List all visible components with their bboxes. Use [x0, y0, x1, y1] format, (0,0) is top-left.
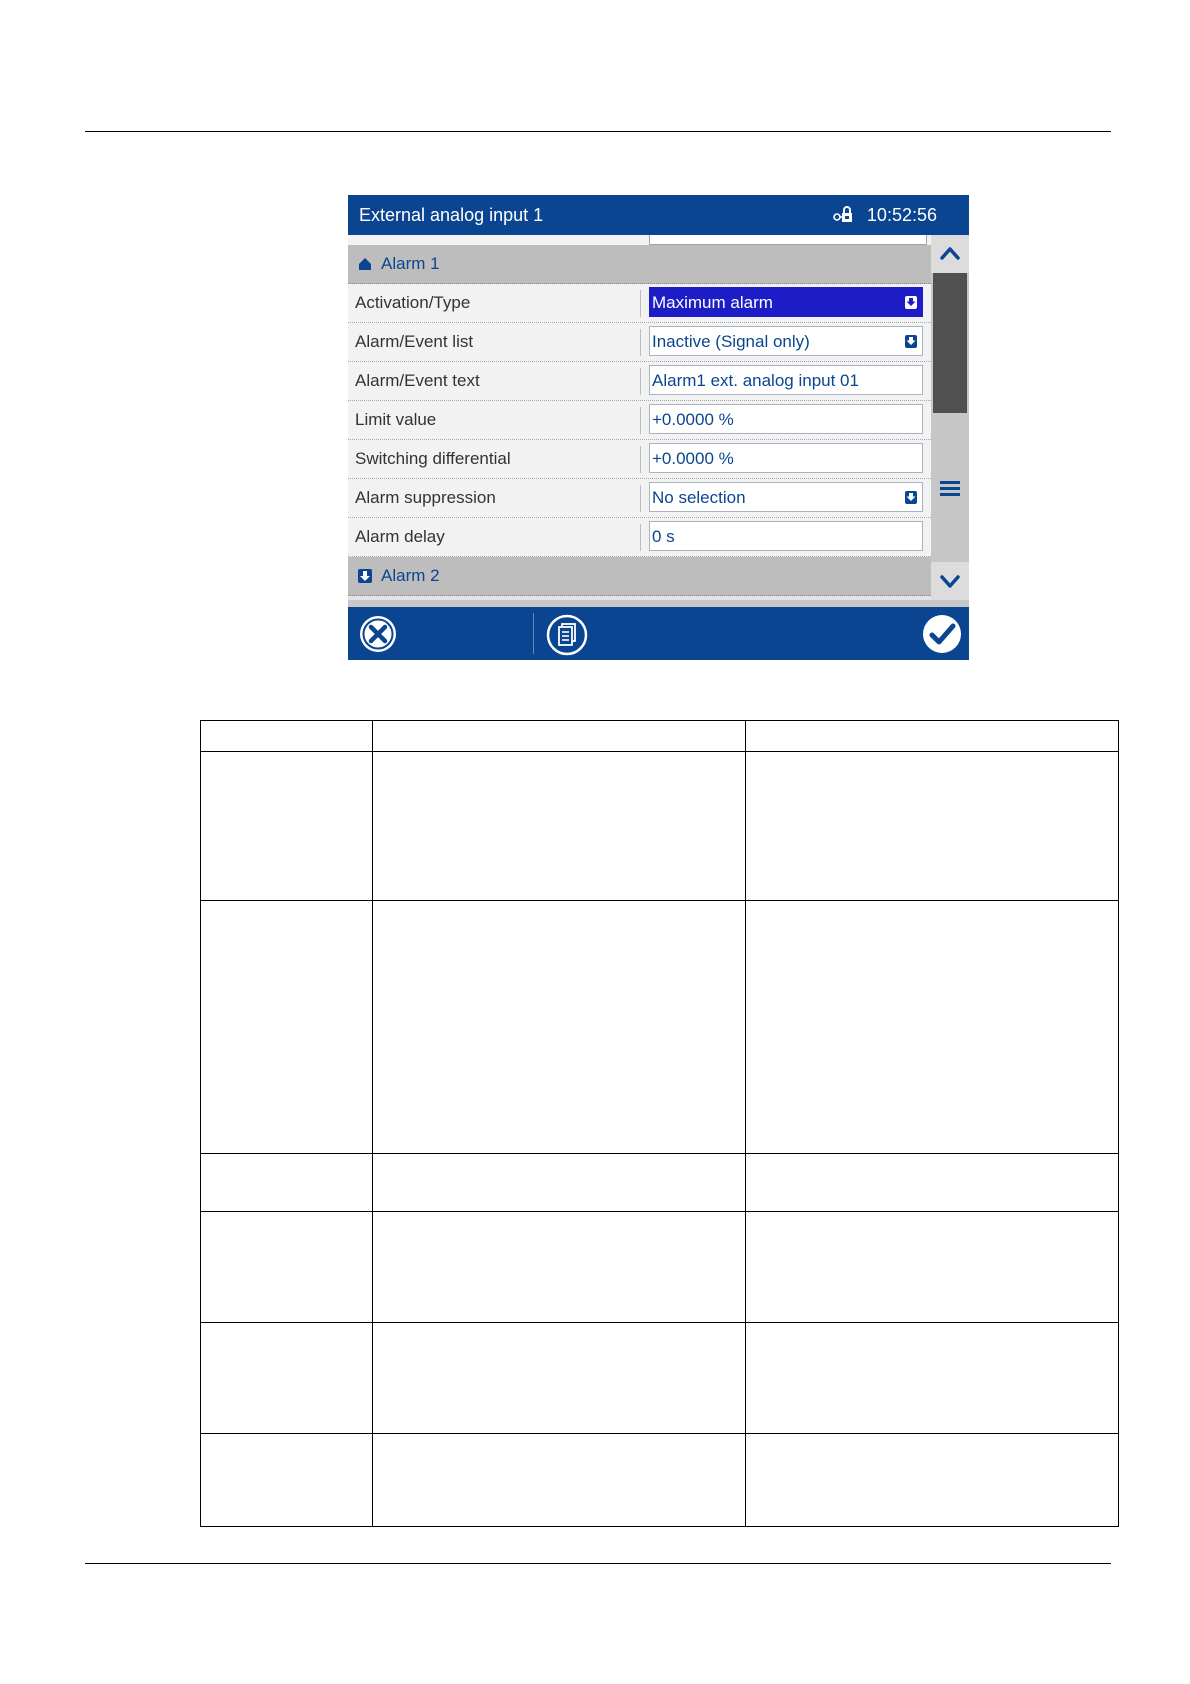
table-cell — [746, 1153, 1119, 1212]
table-cell — [201, 1433, 373, 1526]
table-row — [201, 1323, 1119, 1434]
table-cell — [746, 901, 1119, 1154]
row-limit-value — [348, 401, 931, 440]
table-cell — [373, 1323, 746, 1434]
table-cell — [373, 901, 746, 1154]
activation-type-dropdown[interactable] — [649, 287, 923, 317]
table-cell — [201, 1323, 373, 1434]
table-row — [201, 721, 1119, 752]
table-row — [201, 752, 1119, 901]
footer-rule — [85, 1563, 1111, 1564]
cancel-x-icon[interactable] — [358, 614, 398, 654]
table-row — [201, 901, 1119, 1154]
field-value: Maximum alarm — [652, 293, 773, 312]
table-cell — [746, 1212, 1119, 1323]
scroll-down-button[interactable] — [931, 562, 969, 600]
section-label: Alarm 1 — [381, 254, 440, 273]
dropdown-arrow-icon — [905, 491, 917, 504]
scroll-up-button[interactable] — [931, 235, 969, 273]
field-value: +0.0000 % — [652, 449, 734, 468]
section-label: Alarm 2 — [381, 566, 440, 585]
alarm-event-list-dropdown[interactable] — [649, 326, 923, 356]
row-alarm-suppression — [348, 479, 931, 518]
document-list-icon[interactable] — [546, 614, 588, 656]
parameter-list — [348, 235, 931, 600]
table-cell — [373, 1433, 746, 1526]
alarm-suppression-dropdown[interactable] — [649, 482, 923, 512]
field-value: Inactive (Signal only) — [652, 332, 810, 351]
table-cell — [201, 1153, 373, 1212]
field-value: +0.0000 % — [652, 410, 734, 429]
chevron-up-icon — [931, 235, 969, 273]
table-cell — [373, 752, 746, 901]
table-cell — [746, 752, 1119, 901]
bottom-toolbar — [348, 607, 969, 660]
dropdown-arrow-icon — [905, 335, 917, 348]
window-title: External analog input 1 — [359, 205, 544, 225]
switching-differential-field[interactable] — [649, 443, 923, 473]
row-switching-differential — [348, 440, 931, 479]
row-label: Switching differential — [355, 449, 511, 468]
field-value: 0 s — [652, 527, 675, 546]
table-cell — [746, 721, 1119, 752]
table-cell — [201, 721, 373, 752]
expand-arrow-icon — [358, 569, 372, 583]
clock: 10:52:56 — [866, 205, 937, 225]
scrollbar[interactable] — [931, 235, 969, 600]
table-cell — [201, 1212, 373, 1323]
chevron-down-icon — [931, 562, 969, 600]
field-value: Alarm1 ext. analog input 01 — [652, 371, 859, 390]
table-cell — [201, 901, 373, 1154]
partial-row — [348, 235, 931, 245]
checkmark-icon[interactable] — [922, 614, 962, 654]
limit-value-field[interactable] — [649, 404, 923, 434]
row-label: Alarm suppression — [355, 488, 496, 507]
dropdown-arrow-icon — [905, 296, 917, 309]
field-value: No selection — [652, 488, 746, 507]
table-row — [201, 1212, 1119, 1323]
table-cell — [746, 1323, 1119, 1434]
table-cell — [373, 1212, 746, 1323]
row-alarm-event-text — [348, 362, 931, 401]
table-row — [201, 1153, 1119, 1212]
row-label: Activation/Type — [355, 293, 471, 312]
table-cell — [746, 1433, 1119, 1526]
device-screen — [348, 195, 969, 660]
row-activation-type — [348, 284, 931, 323]
table-cell — [373, 721, 746, 752]
title-bar — [348, 195, 969, 235]
table-cell — [201, 752, 373, 901]
row-label: Alarm/Event list — [355, 332, 474, 351]
alarm-event-text-field[interactable] — [649, 365, 923, 395]
description-table — [200, 720, 1119, 1527]
header-rule — [85, 131, 1111, 132]
row-alarm-event-list — [348, 323, 931, 362]
table-cell — [373, 1153, 746, 1212]
alarm-delay-field[interactable] — [649, 521, 923, 551]
section-alarm-1[interactable] — [348, 245, 931, 284]
row-label: Alarm/Event text — [355, 371, 480, 390]
row-label: Alarm delay — [355, 527, 445, 546]
collapse-arrow-icon — [358, 257, 372, 271]
row-alarm-delay — [348, 518, 931, 557]
row-label: Limit value — [355, 410, 437, 429]
scrollbar-thumb[interactable] — [933, 273, 967, 413]
table-row — [201, 1433, 1119, 1526]
section-alarm-2[interactable] — [348, 557, 931, 596]
menu-icon[interactable] — [940, 479, 960, 497]
lock-network-icon — [833, 206, 855, 224]
